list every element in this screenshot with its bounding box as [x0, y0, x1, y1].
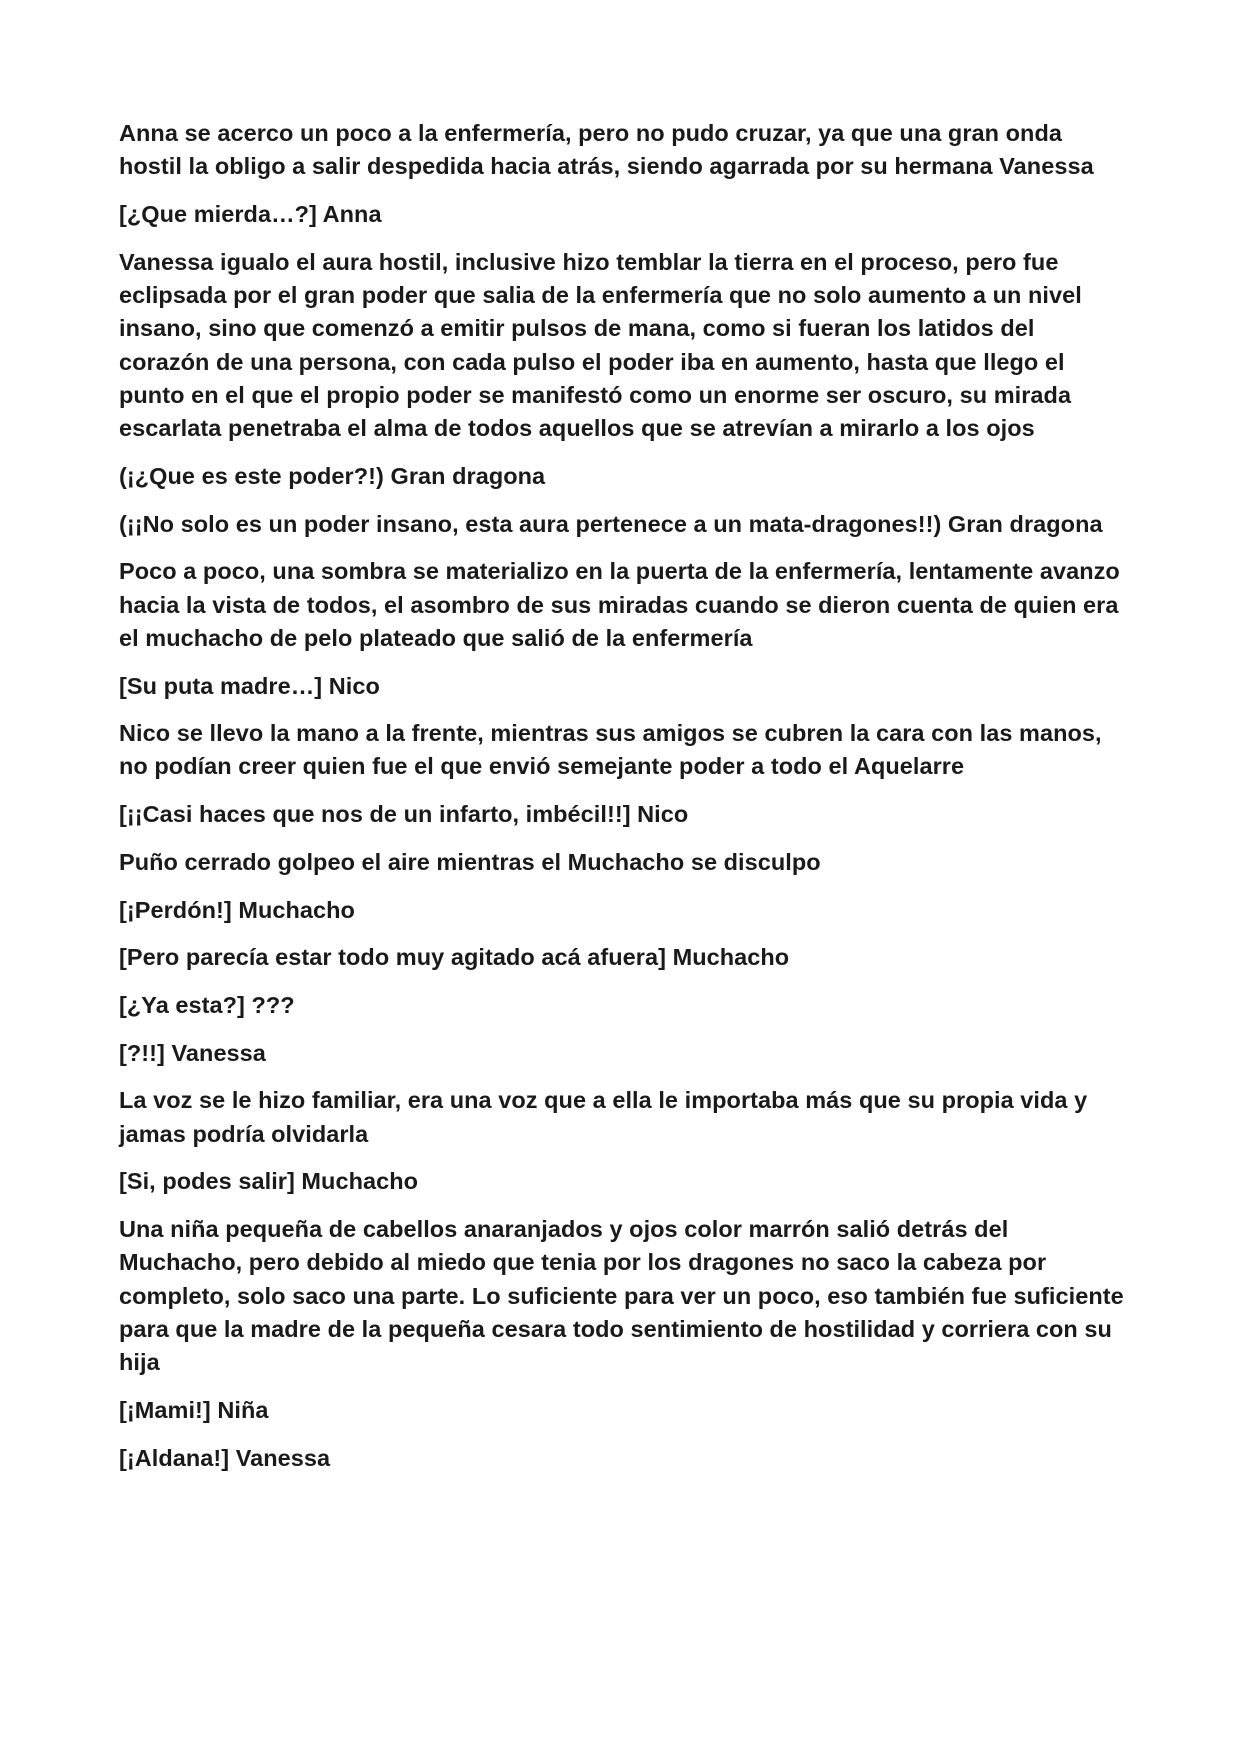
paragraph-dialogue: [¡Perdón!] Muchacho	[119, 896, 355, 923]
paragraph-narration: Poco a poco, una sombra se materializo en la puerta de la enfermería, lentamente avanzo hacia la vista de todos, el asombro de sus miradas cuando se dieron cuenta de quien era el muchacho de pelo plateado que salió de la enfermería	[119, 558, 1120, 651]
paragraph-dialogue: [¡¡Casi haces que nos de un infarto, imbécil!!] Nico	[119, 801, 689, 828]
paragraph-dialogue: [¿Que mierda…?] Anna	[119, 200, 382, 227]
paragraph-narration: Vanessa igualo el aura hostil, inclusive hizo temblar la tierra en el proceso, pero fue eclipsada por el gran poder que salia de la enfermería que no solo aumento a un nivel insano, sino que comenzó a emitir pulsos de mana, como si fueran los latidos del corazón de una persona, con cada pulso el poder iba en aumento, hasta que llego el punto en el que el propio poder se manifestó como un enorme ser oscuro, su mirada escarlata penetraba el alma de todos aquellos que se atrevían a mirarlo a los ojos	[119, 248, 1082, 442]
paragraph-narration: Nico se llevo la mano a la frente, mientras sus amigos se cubren la cara con las manos, no podían creer quien fue el que envió semejante poder a todo el Aquelarre	[119, 720, 1102, 780]
paragraph-dialogue: [¡Mami!] Niña	[119, 1396, 269, 1423]
paragraph-narration: La voz se le hizo familiar, era una voz que a ella le importaba más que su propia vida y jamas podría olvidarla	[119, 1087, 1088, 1147]
paragraph-dialogue: [?!!] Vanessa	[119, 1039, 266, 1066]
paragraph-narration: Puño cerrado golpeo el aire mientras el Muchacho se disculpo	[119, 848, 821, 875]
paragraph-dialogue: (¡¿Que es este poder?!) Gran dragona	[119, 462, 546, 489]
paragraph-dialogue: [Pero parecía estar todo muy agitado acá afuera] Muchacho	[119, 944, 790, 971]
paragraph-dialogue: (¡¡No solo es un poder insano, esta aura pertenece a un mata-dragones!!) Gran dragona	[119, 510, 1103, 537]
paragraph-narration: Anna se acerco un poco a la enfermería, pero no pudo cruzar, ya que una gran onda hostil la obligo a salir despedida hacia atrás, siendo agarrada por su hermana Vanessa	[119, 120, 1094, 180]
paragraph-dialogue: [Si, podes salir] Muchacho	[119, 1168, 419, 1195]
paragraph-dialogue: [¡Aldana!] Vanessa	[119, 1444, 331, 1471]
paragraph-dialogue: [¿Ya esta?] ???	[119, 991, 295, 1018]
paragraph-narration: Una niña pequeña de cabellos anaranjados y ojos color marrón salió detrás del Muchacho, pero debido al miedo que tenia por los dragones no saco la cabeza por completo, solo saco una parte. Lo suficiente para ver un poco, eso también fue suficiente para que la madre de la pequeña cesara todo sentimiento de hostilidad y corriera con su hija	[119, 1215, 1124, 1376]
document-body	[119, 117, 1129, 1489]
paragraph-dialogue: [Su puta madre…] Nico	[119, 672, 380, 699]
